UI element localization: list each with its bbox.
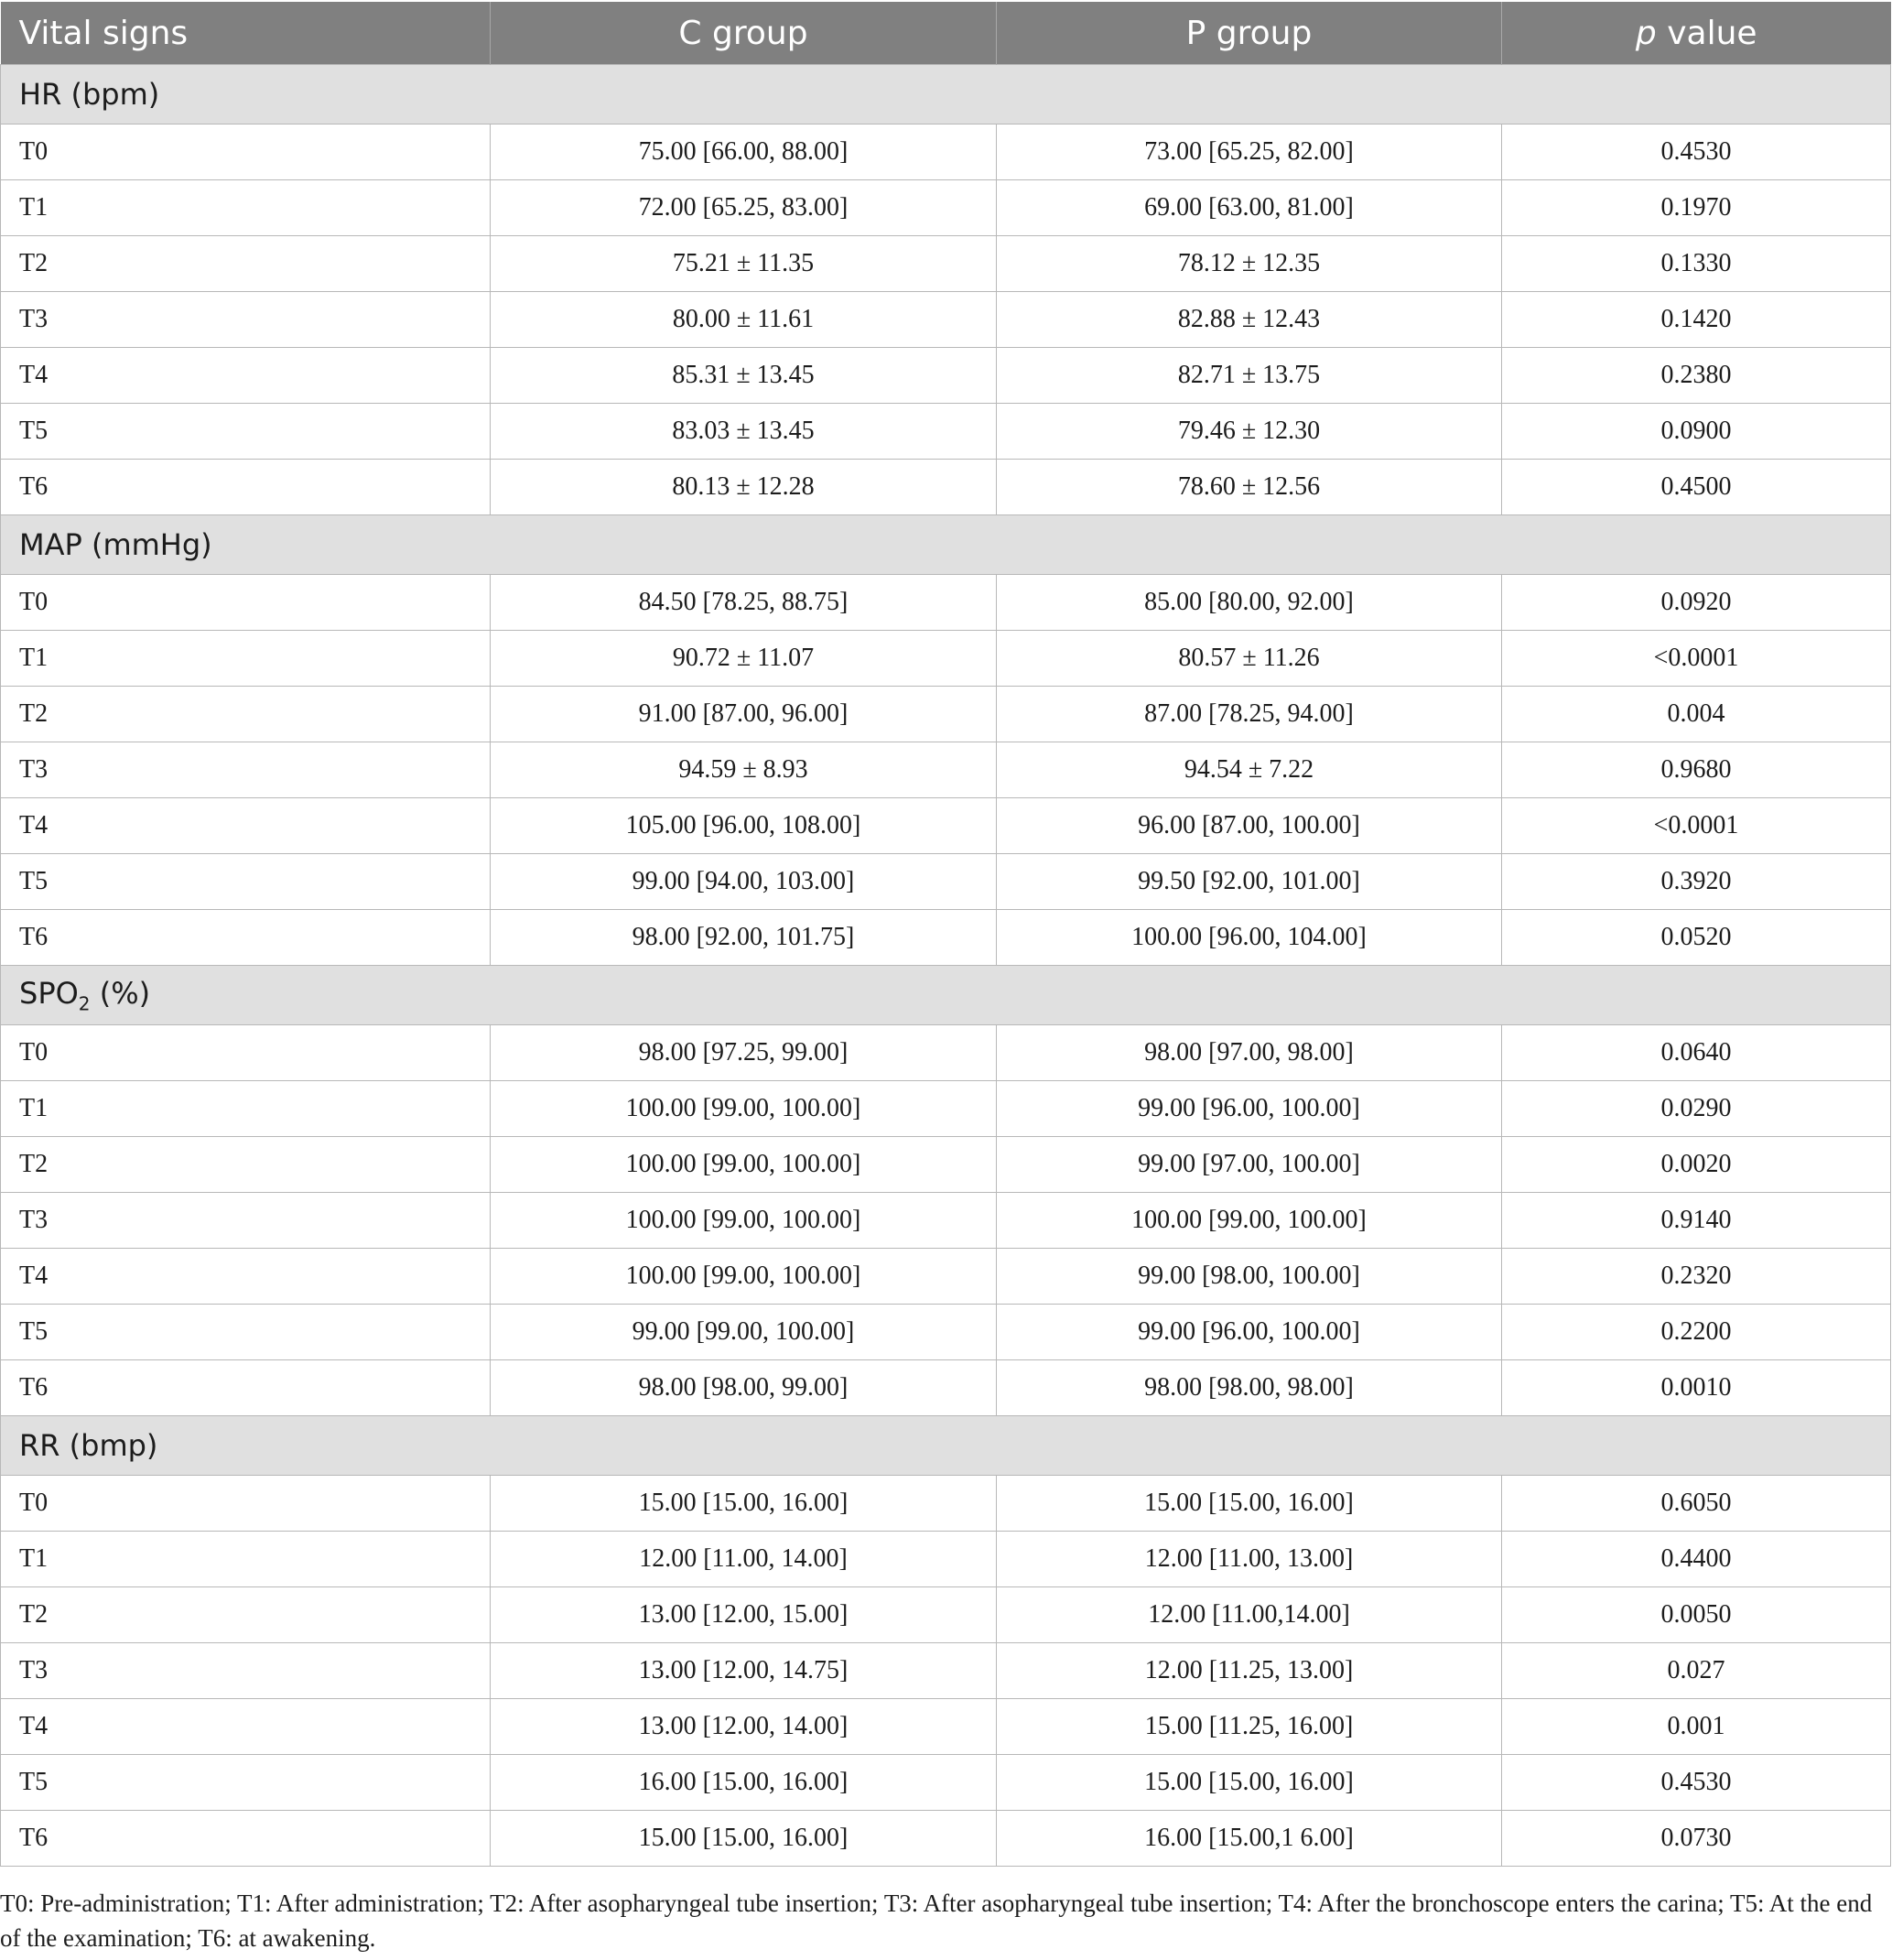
section-title-text: MAP (mmHg) — [19, 527, 212, 562]
table-row — [1, 1305, 1891, 1360]
table-footnote: T0: Pre-administration; T1: After administration; T2: After asopharyngeal tube insertion; T3: After asopharyngeal tube insertion; T4: After the bronchoscope enters the carina; T5: At the end of the examination; T6: at awakening. — [0, 1890, 1873, 1952]
cell-c-group: 100.00 [99.00, 100.00] — [491, 1137, 997, 1193]
cell-p-value: 0.6050 — [1502, 1476, 1891, 1532]
cell-timepoint: T0 — [1, 1476, 491, 1532]
section-title-text: RR (bmp) — [19, 1428, 158, 1463]
cell-p-group: 99.00 [98.00, 100.00] — [997, 1249, 1502, 1305]
table-row — [1, 742, 1891, 798]
cell-timepoint: T4 — [1, 1249, 491, 1305]
cell-timepoint: T1 — [1, 180, 491, 236]
table-header — [1, 2, 1891, 65]
cell-p-value: 0.9680 — [1502, 742, 1891, 798]
cell-p-group: 82.88 ± 12.43 — [997, 292, 1502, 348]
cell-c-group: 98.00 [92.00, 101.75] — [491, 910, 997, 966]
cell-timepoint: T2 — [1, 1587, 491, 1643]
table-row — [1, 1193, 1891, 1249]
cell-p-value: 0.1420 — [1502, 292, 1891, 348]
cell-p-group: 82.71 ± 13.75 — [997, 348, 1502, 404]
cell-p-group: 80.57 ± 11.26 — [997, 631, 1502, 687]
cell-timepoint: T3 — [1, 1643, 491, 1699]
section-title-subscript: 2 — [78, 992, 91, 1015]
cell-c-group: 98.00 [98.00, 99.00] — [491, 1360, 997, 1416]
cell-timepoint: T4 — [1, 348, 491, 404]
cell-p-group: 99.00 [97.00, 100.00] — [997, 1137, 1502, 1193]
cell-p-group: 100.00 [99.00, 100.00] — [997, 1193, 1502, 1249]
cell-c-group: 84.50 [78.25, 88.75] — [491, 575, 997, 631]
cell-p-value: 0.3920 — [1502, 854, 1891, 910]
table-row — [1, 1755, 1891, 1811]
cell-p-group: 98.00 [98.00, 98.00] — [997, 1360, 1502, 1416]
cell-p-value: 0.1330 — [1502, 236, 1891, 292]
cell-p-value: 0.0640 — [1502, 1025, 1891, 1081]
cell-p-value: 0.9140 — [1502, 1193, 1891, 1249]
section-header-row — [1, 1416, 1891, 1476]
cell-p-group: 96.00 [87.00, 100.00] — [997, 798, 1502, 854]
cell-timepoint: T0 — [1, 1025, 491, 1081]
cell-p-group: 98.00 [97.00, 98.00] — [997, 1025, 1502, 1081]
cell-p-group: 78.12 ± 12.35 — [997, 236, 1502, 292]
cell-timepoint: T3 — [1, 742, 491, 798]
cell-p-value: 0.4530 — [1502, 1755, 1891, 1811]
table-row — [1, 236, 1891, 292]
table-row — [1, 125, 1891, 180]
section-title — [1, 515, 1891, 575]
cell-p-value: 0.001 — [1502, 1699, 1891, 1755]
cell-p-value: 0.027 — [1502, 1643, 1891, 1699]
header-p-italic: p — [1635, 14, 1657, 52]
cell-c-group: 13.00 [12.00, 15.00] — [491, 1587, 997, 1643]
cell-timepoint: T6 — [1, 1360, 491, 1416]
cell-c-group: 98.00 [97.25, 99.00] — [491, 1025, 997, 1081]
cell-p-value: 0.0020 — [1502, 1137, 1891, 1193]
section-title — [1, 1416, 1891, 1476]
cell-timepoint: T4 — [1, 1699, 491, 1755]
cell-c-group: 100.00 [99.00, 100.00] — [491, 1193, 997, 1249]
cell-c-group: 90.72 ± 11.07 — [491, 631, 997, 687]
cell-p-group: 99.00 [96.00, 100.00] — [997, 1305, 1502, 1360]
cell-p-group: 73.00 [65.25, 82.00] — [997, 125, 1502, 180]
cell-timepoint: T4 — [1, 798, 491, 854]
cell-p-group: 99.50 [92.00, 101.00] — [997, 854, 1502, 910]
table-row — [1, 1532, 1891, 1587]
cell-p-group: 99.00 [96.00, 100.00] — [997, 1081, 1502, 1137]
header-c-group: C group — [491, 2, 997, 65]
table-row — [1, 1025, 1891, 1081]
cell-timepoint: T6 — [1, 460, 491, 515]
cell-timepoint: T3 — [1, 292, 491, 348]
cell-p-value: 0.0520 — [1502, 910, 1891, 966]
cell-timepoint: T0 — [1, 575, 491, 631]
cell-p-group: 100.00 [96.00, 104.00] — [997, 910, 1502, 966]
cell-timepoint: T3 — [1, 1193, 491, 1249]
cell-c-group: 100.00 [99.00, 100.00] — [491, 1081, 997, 1137]
cell-c-group: 15.00 [15.00, 16.00] — [491, 1811, 997, 1867]
vital-signs-table — [0, 2, 1891, 1867]
section-header-row — [1, 65, 1891, 125]
table-row — [1, 180, 1891, 236]
cell-p-group: 94.54 ± 7.22 — [997, 742, 1502, 798]
table-row — [1, 460, 1891, 515]
cell-timepoint: T1 — [1, 631, 491, 687]
cell-p-value: 0.4500 — [1502, 460, 1891, 515]
header-row — [1, 2, 1891, 65]
table-row — [1, 1360, 1891, 1416]
section-title — [1, 65, 1891, 125]
cell-p-value: 0.0010 — [1502, 1360, 1891, 1416]
cell-timepoint: T5 — [1, 404, 491, 460]
cell-c-group: 105.00 [96.00, 108.00] — [491, 798, 997, 854]
table-body — [1, 65, 1891, 1867]
section-title-text: HR (bpm) — [19, 77, 160, 112]
cell-p-value: 0.0920 — [1502, 575, 1891, 631]
cell-p-value: 0.4530 — [1502, 125, 1891, 180]
table-row — [1, 404, 1891, 460]
cell-p-value: 0.0290 — [1502, 1081, 1891, 1137]
table-row — [1, 687, 1891, 742]
table-row — [1, 910, 1891, 966]
cell-c-group: 85.31 ± 13.45 — [491, 348, 997, 404]
cell-p-value: 0.4400 — [1502, 1532, 1891, 1587]
cell-c-group: 75.21 ± 11.35 — [491, 236, 997, 292]
table-row — [1, 1699, 1891, 1755]
cell-timepoint: T5 — [1, 854, 491, 910]
cell-p-value: 0.0900 — [1502, 404, 1891, 460]
table-row — [1, 292, 1891, 348]
section-title-suffix: (%) — [90, 975, 151, 1011]
table-row — [1, 1811, 1891, 1867]
section-header-row — [1, 966, 1891, 1025]
table-row — [1, 1081, 1891, 1137]
cell-c-group: 99.00 [94.00, 103.00] — [491, 854, 997, 910]
cell-p-value: <0.0001 — [1502, 631, 1891, 687]
cell-timepoint: T6 — [1, 910, 491, 966]
table-row — [1, 798, 1891, 854]
cell-c-group: 83.03 ± 13.45 — [491, 404, 997, 460]
cell-timepoint: T1 — [1, 1081, 491, 1137]
cell-p-group: 16.00 [15.00,1 6.00] — [997, 1811, 1502, 1867]
cell-p-group: 85.00 [80.00, 92.00] — [997, 575, 1502, 631]
cell-p-value: 0.2380 — [1502, 348, 1891, 404]
cell-p-group: 12.00 [11.00,14.00] — [997, 1587, 1502, 1643]
section-header-row — [1, 515, 1891, 575]
cell-p-group: 15.00 [11.25, 16.00] — [997, 1699, 1502, 1755]
cell-timepoint: T5 — [1, 1305, 491, 1360]
table-row — [1, 575, 1891, 631]
cell-c-group: 99.00 [99.00, 100.00] — [491, 1305, 997, 1360]
table-row — [1, 1249, 1891, 1305]
cell-c-group: 15.00 [15.00, 16.00] — [491, 1476, 997, 1532]
cell-c-group: 13.00 [12.00, 14.75] — [491, 1643, 997, 1699]
table-row — [1, 854, 1891, 910]
cell-p-value: 0.004 — [1502, 687, 1891, 742]
cell-p-group: 12.00 [11.25, 13.00] — [997, 1643, 1502, 1699]
cell-timepoint: T5 — [1, 1755, 491, 1811]
cell-c-group: 72.00 [65.25, 83.00] — [491, 180, 997, 236]
table-row — [1, 631, 1891, 687]
cell-p-group: 15.00 [15.00, 16.00] — [997, 1476, 1502, 1532]
cell-c-group: 80.00 ± 11.61 — [491, 292, 997, 348]
cell-p-group: 15.00 [15.00, 16.00] — [997, 1755, 1502, 1811]
cell-timepoint: T0 — [1, 125, 491, 180]
cell-timepoint: T2 — [1, 1137, 491, 1193]
cell-p-value: 0.0050 — [1502, 1587, 1891, 1643]
cell-p-value: 0.2200 — [1502, 1305, 1891, 1360]
cell-p-value: 0.2320 — [1502, 1249, 1891, 1305]
cell-p-group: 69.00 [63.00, 81.00] — [997, 180, 1502, 236]
cell-c-group: 16.00 [15.00, 16.00] — [491, 1755, 997, 1811]
cell-c-group: 91.00 [87.00, 96.00] — [491, 687, 997, 742]
header-p-value-suffix: value — [1656, 14, 1757, 52]
header-p-group: P group — [997, 2, 1502, 65]
cell-p-group: 79.46 ± 12.30 — [997, 404, 1502, 460]
table-row — [1, 1587, 1891, 1643]
cell-c-group: 13.00 [12.00, 14.00] — [491, 1699, 997, 1755]
cell-c-group: 100.00 [99.00, 100.00] — [491, 1249, 997, 1305]
cell-c-group: 75.00 [66.00, 88.00] — [491, 125, 997, 180]
cell-timepoint: T6 — [1, 1811, 491, 1867]
cell-timepoint: T2 — [1, 687, 491, 742]
cell-timepoint: T2 — [1, 236, 491, 292]
cell-c-group: 94.59 ± 8.93 — [491, 742, 997, 798]
table-row — [1, 1643, 1891, 1699]
cell-timepoint: T1 — [1, 1532, 491, 1587]
table-row — [1, 1476, 1891, 1532]
cell-p-group: 87.00 [78.25, 94.00] — [997, 687, 1502, 742]
cell-p-value: 0.1970 — [1502, 180, 1891, 236]
section-title-text: SPO — [19, 975, 79, 1011]
cell-c-group: 80.13 ± 12.28 — [491, 460, 997, 515]
cell-c-group: 12.00 [11.00, 14.00] — [491, 1532, 997, 1587]
header-p-value — [1502, 2, 1891, 65]
header-vital-signs: Vital signs — [1, 2, 491, 65]
table-row — [1, 1137, 1891, 1193]
section-title — [1, 966, 1891, 1025]
cell-p-group: 12.00 [11.00, 13.00] — [997, 1532, 1502, 1587]
cell-p-group: 78.60 ± 12.56 — [997, 460, 1502, 515]
cell-p-value: <0.0001 — [1502, 798, 1891, 854]
cell-p-value: 0.0730 — [1502, 1811, 1891, 1867]
table-row — [1, 348, 1891, 404]
